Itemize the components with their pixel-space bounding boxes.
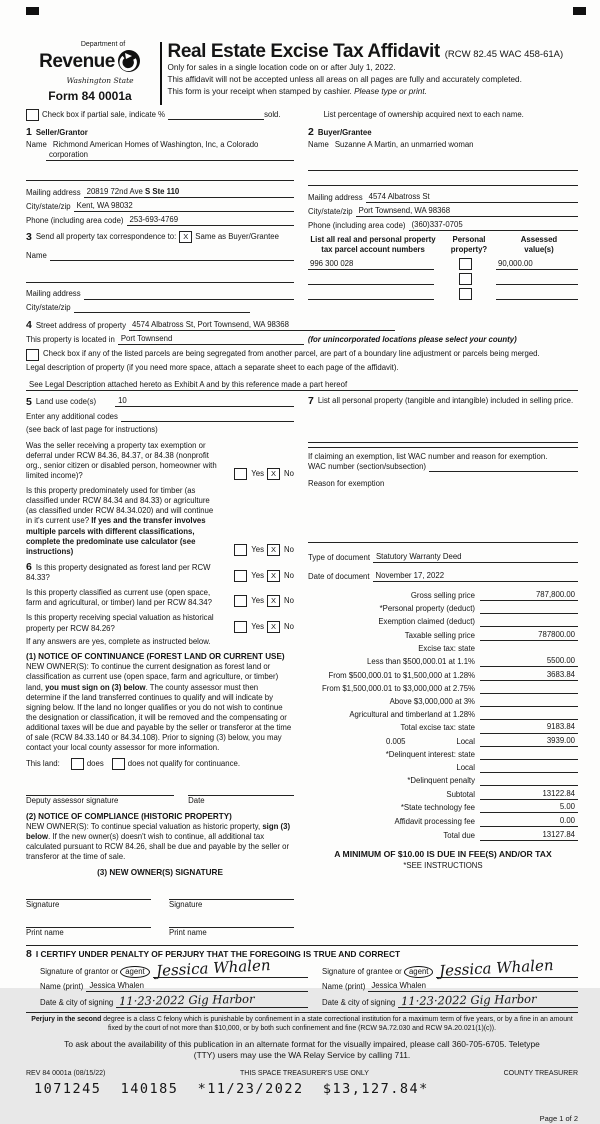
grantee-printname-label: Name (print): [322, 981, 366, 991]
delinquent-interest-local-value[interactable]: [480, 763, 578, 774]
does-qualify-checkbox[interactable]: [71, 758, 84, 770]
located-in-value[interactable]: Port Townsend: [118, 334, 304, 345]
rev-number: REV 84 0001a (08/15/22): [26, 1069, 106, 1077]
notice2-body: NEW OWNER(S): To continue special valuation as historic property, sign (3) below. If the new owner(s) doesn't wish to continue, all additional tax calculated pursuant to RCW 84.26, shall be due and payable by the seller or transferor at the time of sale.: [26, 822, 291, 862]
historic-no-checkbox[interactable]: X: [267, 621, 280, 633]
delinquent-interest-state-value[interactable]: [480, 750, 578, 761]
this-land-label: This land:: [26, 759, 60, 769]
gross-selling-price-label: Gross selling price: [410, 591, 475, 601]
doc-date-value[interactable]: November 17, 2022: [373, 571, 578, 582]
grantor-date-label: Date & city of signing: [40, 997, 114, 1007]
exemption-yes-checkbox[interactable]: [234, 468, 247, 480]
section1-heading: 1 Seller/Grantor: [26, 125, 88, 138]
gross-selling-price-value[interactable]: 787,800.00: [480, 590, 578, 601]
seller-mailing-value[interactable]: 20819 72nd Ave S Ste 110: [84, 187, 294, 198]
section8-number: 8: [26, 947, 32, 960]
grantor-printname-value[interactable]: Jessica Whalen: [86, 981, 308, 992]
parcel-table-header: List all real and personal property tax parcel account numbers Personal property? Assessed value(s): [310, 235, 558, 255]
instructions-note: (see back of last page for instructions): [26, 425, 158, 435]
seller-mailing-label: Mailing address: [26, 187, 81, 197]
assessed-value-field[interactable]: 90,000.00: [496, 259, 578, 270]
header-divider: [160, 42, 162, 105]
notice2-heading: (2) NOTICE OF COMPLIANCE (HISTORIC PROPERTY): [26, 811, 232, 821]
located-in-label: This property is located in: [26, 334, 115, 344]
total-excise-state-label: Total excise tax: state: [400, 723, 475, 733]
buyer-city-label: City/state/zip: [308, 206, 353, 216]
segregated-label: Check box if any of the listed parcels are being segregated from another parcel, are part of a boundary line adjustment or parcels being merged.: [43, 348, 540, 358]
parcel-number-field[interactable]: [308, 274, 434, 285]
timber-no-checkbox[interactable]: X: [267, 544, 280, 556]
doc-type-value[interactable]: Statutory Warranty Deed: [373, 552, 578, 563]
total-due-value[interactable]: 13127.84: [480, 830, 578, 841]
dept-of-label: Department of: [80, 41, 126, 48]
tier2-label: From $500,000.01 to $1,500,000 at 1.28%: [328, 670, 475, 680]
corr-name-line2[interactable]: [26, 271, 294, 283]
tier1-value[interactable]: 5500.00: [480, 656, 578, 667]
parcel-number-field[interactable]: [308, 289, 434, 300]
unincorporated-note: (for unincorporated locations please select your county): [307, 334, 517, 344]
grantee-signature-field[interactable]: Jessica Whalen: [436, 962, 578, 977]
personal-property-checkbox[interactable]: [459, 258, 472, 270]
subtitle-line2: This affidavit will not be accepted unless all areas on all pages are fully and accurately completed.: [167, 74, 522, 84]
subtitle-line1: Only for sales in a single location code on or after July 1, 2022.: [167, 62, 396, 72]
partial-percent-field[interactable]: [168, 110, 264, 120]
signature-label: Signature: [169, 900, 203, 910]
form-header: [26, 40, 578, 105]
buyer-name-label: Name: [308, 139, 329, 149]
current-use-yes-checkbox[interactable]: [234, 595, 247, 607]
partial-sale-label: Check box if partial sale, indicate %: [42, 109, 166, 119]
agricultural-value[interactable]: [480, 709, 578, 720]
revenue-wordmark: Revenue: [39, 51, 115, 73]
washington-state-label: Washington State: [66, 76, 134, 86]
corr-city-field[interactable]: [74, 303, 250, 313]
deputy-signature-label: Deputy assessor signature: [26, 796, 119, 806]
corr-name-label: Name: [26, 251, 47, 261]
tax-correspondence-label: Send all property tax correspondence to:: [35, 232, 177, 242]
buyer-name-line2[interactable]: [308, 159, 578, 171]
seller-name-value[interactable]: Richmond American Homes of Washington, Inc, a Colorado: [52, 139, 259, 149]
street-address-value[interactable]: 4574 Albatross St, Port Townsend, WA 98368: [129, 320, 395, 331]
additional-codes-label: Enter any additional codes: [26, 412, 118, 422]
forest-no-checkbox[interactable]: X: [267, 570, 280, 582]
taxable-selling-price-label: Taxable selling price: [404, 630, 475, 640]
street-address-label: Street address of property: [35, 320, 126, 330]
personal-property-list-label: List all personal property (tangible and intangible) included in selling price.: [317, 396, 574, 406]
current-use-no-checkbox[interactable]: X: [267, 595, 280, 607]
grantor-signature-label: Signature of grantor or agent: [40, 967, 150, 977]
grantee-date-label: Date & city of signing: [322, 997, 396, 1007]
form-title: Real Estate Excise Tax Affidavit (RCW 82.45 WAC 458-61A): [167, 41, 564, 62]
tier4-label: Above $3,000,000 at 3%: [389, 696, 475, 706]
tier1-label: Less than $500,000.01 at 1.1%: [367, 657, 475, 667]
dor-logo-icon: [117, 49, 141, 76]
delinquent-penalty-label: *Delinquent penalty: [407, 776, 475, 786]
exemption-question: Was the seller receiving a property tax exemption or deferral under RCW 84.36, 84.37, or 84.38 (nonprofit org., senior citizen or disabled person, homeowner with limited income)? Yes X No: [26, 440, 294, 480]
assessed-value-field[interactable]: [496, 289, 578, 300]
buyer-phone-label: Phone (including area code): [308, 221, 406, 231]
current-use-question: Is this property classified as current use (open space, farm and agricultural, or timber) land per RCW 84.34? Yes X No: [26, 588, 294, 608]
treasurer-stamp: 1071245 140185 *11/23/2022 $13,127.84*: [34, 1080, 429, 1097]
does-not-qualify-checkbox[interactable]: [112, 758, 125, 770]
exemption-claimed-label: Exemption claimed (deduct): [378, 617, 475, 627]
does-label: does: [86, 759, 104, 769]
owner-printname-line[interactable]: [26, 916, 151, 928]
signature-label: Signature: [26, 900, 60, 910]
section3-number: 3: [26, 231, 32, 244]
owner-printname-line[interactable]: [169, 916, 294, 928]
rcw-reference: (RCW 82.45 WAC 458-61A): [444, 49, 564, 60]
section4-number: 4: [26, 319, 32, 332]
seller-city-value[interactable]: Kent, WA 98032: [74, 201, 294, 212]
seller-name-label: Name: [26, 139, 47, 149]
tier4-value[interactable]: [480, 696, 578, 707]
parcel-row: [308, 288, 578, 300]
buyer-mailing-label: Mailing address: [308, 192, 363, 202]
legal-description-label: Legal description of property (if you need more space, attach a separate sheet to each page of the affidavit).: [26, 362, 399, 372]
personal-property-checkbox[interactable]: [459, 288, 472, 300]
excise-tax-state-header: Excise tax: state: [418, 643, 475, 653]
section5-number: 5: [26, 395, 32, 408]
section2-heading: 2 Buyer/Grantee: [308, 125, 372, 138]
corr-name-field[interactable]: [50, 251, 294, 261]
certify-statement: I CERTIFY UNDER PENALTY OF PERJURY THAT THE FOREGOING IS TRUE AND CORRECT: [35, 948, 401, 959]
treasurer-use-label: THIS SPACE TREASURER'S USE ONLY: [240, 1069, 369, 1077]
personal-property-deduct-value[interactable]: [480, 604, 578, 615]
same-as-buyer-label: Same as Buyer/Grantee: [195, 232, 279, 242]
seller-name-line2[interactable]: corporation: [46, 150, 294, 161]
total-excise-state-value[interactable]: 9183.84: [480, 722, 578, 733]
legal-description-value[interactable]: See Legal Description attached hereto as Exhibit A and by this reference made a part hereof: [26, 380, 578, 391]
reason-for-exemption-field[interactable]: [308, 531, 578, 543]
delinquent-interest-local-label: Local: [456, 763, 475, 773]
personal-property-deduct-label: *Personal property (deduct): [379, 604, 475, 614]
land-use-label: Land use code(s): [35, 397, 97, 407]
timber-question: Is this property predominately used for timber (as classified under RCW 84.34 and 84.33) or agriculture (as classified under RCW 84.34.020) and will continue in it's current use? If yes and the transfer involves multiple parcels with different classifications, complete the predominate use calculator (see instructions) Yes X No: [26, 486, 294, 556]
buyer-phone-value[interactable]: (360)337-0705: [409, 220, 578, 231]
if-any-note: If any answers are yes, complete as instructed below.: [26, 636, 211, 646]
financial-table: [308, 590, 578, 840]
minimum-due-note: A MINIMUM OF $10.00 IS DUE IN FEE(S) AND/OR TAX: [334, 848, 552, 859]
grantor-date-value[interactable]: 11·23·2022 Gig Harbor: [116, 996, 308, 1008]
owner-signature-line[interactable]: [26, 888, 151, 900]
print-name-label: Print name: [26, 928, 64, 938]
seller-phone-value[interactable]: 253-693-4769: [127, 215, 294, 226]
corr-city-label: City/state/zip: [26, 302, 71, 312]
assessed-value-field[interactable]: [496, 274, 578, 285]
partial-sale-checkbox[interactable]: [26, 109, 39, 121]
accessibility-note: To ask about the availability of this publication in an alternate format for the visually impaired, please call 360-705-6705. Teletype (TTY) users may use the WA Relay Service by calling 711.: [64, 1038, 540, 1060]
wac-number-label: WAC number (section/subsection): [308, 461, 427, 471]
exemption-wac-note: If claiming an exemption, list WAC number and reason for exemption.: [308, 451, 548, 461]
parcel-row: [308, 258, 578, 270]
reason-for-exemption-label: Reason for exemption: [308, 478, 385, 488]
does-not-label: does not qualify for continuance.: [127, 759, 240, 769]
timber-yes-checkbox[interactable]: [234, 544, 247, 556]
deputy-date-label: Date: [188, 796, 205, 806]
corr-mailing-label: Mailing address: [26, 289, 81, 299]
tier3-value[interactable]: [480, 683, 578, 694]
seller-phone-label: Phone (including area code): [26, 216, 124, 226]
subtotal-value[interactable]: 13122.84: [480, 789, 578, 800]
deputy-signature-line[interactable]: [26, 784, 174, 796]
segregated-checkbox[interactable]: [26, 349, 39, 361]
state-tech-fee-value[interactable]: 5.00: [480, 802, 578, 813]
tier3-label: From $1,500,000.01 to $3,000,000 at 2.75%: [321, 683, 475, 693]
taxable-selling-price-value[interactable]: 787800.00: [480, 630, 578, 641]
seller-city-label: City/state/zip: [26, 202, 71, 212]
divider-line: [308, 447, 578, 448]
new-owner-signature-heading: (3) NEW OWNER(S) SIGNATURE: [97, 867, 223, 877]
grantee-date-value[interactable]: 11·23·2022 Gig Harbor: [398, 996, 578, 1008]
partial-sale-row: [26, 109, 578, 121]
historic-question: Is this property receiving special valuation as historical property per RCW 84.26? Yes X No: [26, 613, 294, 633]
doc-type-label: Type of document: [308, 553, 370, 563]
affidavit-fee-value[interactable]: 0.00: [480, 816, 578, 827]
buyer-city-value[interactable]: Port Townsend, WA 98368: [356, 206, 578, 217]
see-instructions-note: *SEE INSTRUCTIONS: [403, 860, 483, 870]
grantor-printname-label: Name (print): [40, 981, 84, 991]
owner-signature-line[interactable]: [169, 888, 294, 900]
notice1-body: NEW OWNER(S): To continue the current designation as forest land or classification as current use (open space, farm and agriculture, or timber) land, you must sign on (3) below. The county assessor must then determine if the land transferred continues to qualify and will indicate by signing below. If the land no longer qualifies or you do not wish to continue the designation or classification, it will be removed and the compensating or additional taxes will be due and payable by the seller or transferor at the time of sale (RCW 84.33.140 or 84.34.108). Prior to signing (3) below, you may contact your local county assessor for more information.: [26, 662, 292, 753]
total-due-label: Total due: [443, 830, 475, 840]
page-number: Page 1 of 2: [539, 1114, 578, 1124]
notice1-heading: (1) NOTICE OF CONTINUANCE (FOREST LAND OR CURRENT USE): [26, 651, 285, 661]
print-name-label: Print name: [169, 928, 207, 938]
state-tech-fee-label: *State technology fee: [400, 803, 475, 813]
personal-property-list-field[interactable]: [308, 431, 578, 443]
section7-number: 7: [308, 395, 314, 408]
delinquent-interest-state-label: *Delinquent interest: state: [385, 750, 475, 760]
additional-codes-field[interactable]: [121, 412, 294, 422]
form-number: Form 84 0001a: [48, 88, 132, 103]
subtotal-label: Subtotal: [446, 789, 475, 799]
registration-mark: [573, 7, 586, 15]
county-treasurer-label: COUNTY TREASURER: [503, 1069, 578, 1077]
historic-yes-checkbox[interactable]: [234, 621, 247, 633]
delinquent-penalty-value[interactable]: [480, 776, 578, 787]
seller-name-extra-line[interactable]: [26, 169, 294, 181]
exemption-claimed-value[interactable]: [480, 617, 578, 628]
land-use-value[interactable]: 10: [115, 396, 294, 407]
agricultural-label: Agricultural and timberland at 1.28%: [349, 709, 475, 719]
registration-mark: [26, 7, 39, 15]
grantor-signature-field[interactable]: Jessica Whalen: [153, 962, 308, 977]
affidavit-fee-label: Affidavit processing fee: [394, 816, 475, 826]
footer-row: [26, 1069, 578, 1078]
buyer-mailing-value[interactable]: 4574 Albatross St: [366, 192, 578, 203]
local-rate-label: 0.005 Local: [386, 737, 475, 747]
buyer-name-value[interactable]: Suzanne A Martin, an unmarried woman: [334, 139, 474, 149]
corr-mailing-field[interactable]: [84, 290, 294, 300]
grantee-printname-value[interactable]: Jessica Whalen: [368, 981, 578, 992]
local-tax-value[interactable]: 3939.00: [480, 736, 578, 747]
sold-label: sold.: [264, 109, 281, 119]
parcel-row: [308, 273, 578, 285]
forest-land-question: 6 Is this property designated as forest land per RCW 84.33? Yes X No: [26, 560, 294, 583]
deputy-date-line[interactable]: [188, 784, 294, 796]
forest-yes-checkbox[interactable]: [234, 570, 247, 582]
ownership-note: List percentage of ownership acquired next to each name.: [323, 109, 524, 119]
wac-number-field[interactable]: [429, 462, 578, 472]
tier2-value[interactable]: 3683.84: [480, 670, 578, 681]
dor-logo-block: [26, 40, 154, 105]
doc-date-label: Date of document: [308, 572, 370, 582]
buyer-name-line3[interactable]: [308, 174, 578, 186]
grantee-signature-label: Signature of grantee or agent: [322, 967, 433, 977]
subtitle-line3: This form is your receipt when stamped by cashier. Please type or print.: [167, 86, 427, 96]
perjury-note: Perjury in the second degree is a class C felony which is punishable by confinement in a state correctional institution for a maximum term of five years, or by a fine in an amount fixed by the court of not more than $10,000, or by both such confinement and fine (RCW 9A.72.030 and RCW 9A.20.021(1)(c)).: [26, 1012, 578, 1034]
exemption-no-checkbox[interactable]: X: [267, 468, 280, 480]
same-as-buyer-checkbox[interactable]: X: [179, 231, 192, 243]
parcel-number-field[interactable]: 996 300 028: [308, 259, 434, 270]
personal-property-checkbox[interactable]: [459, 273, 472, 285]
